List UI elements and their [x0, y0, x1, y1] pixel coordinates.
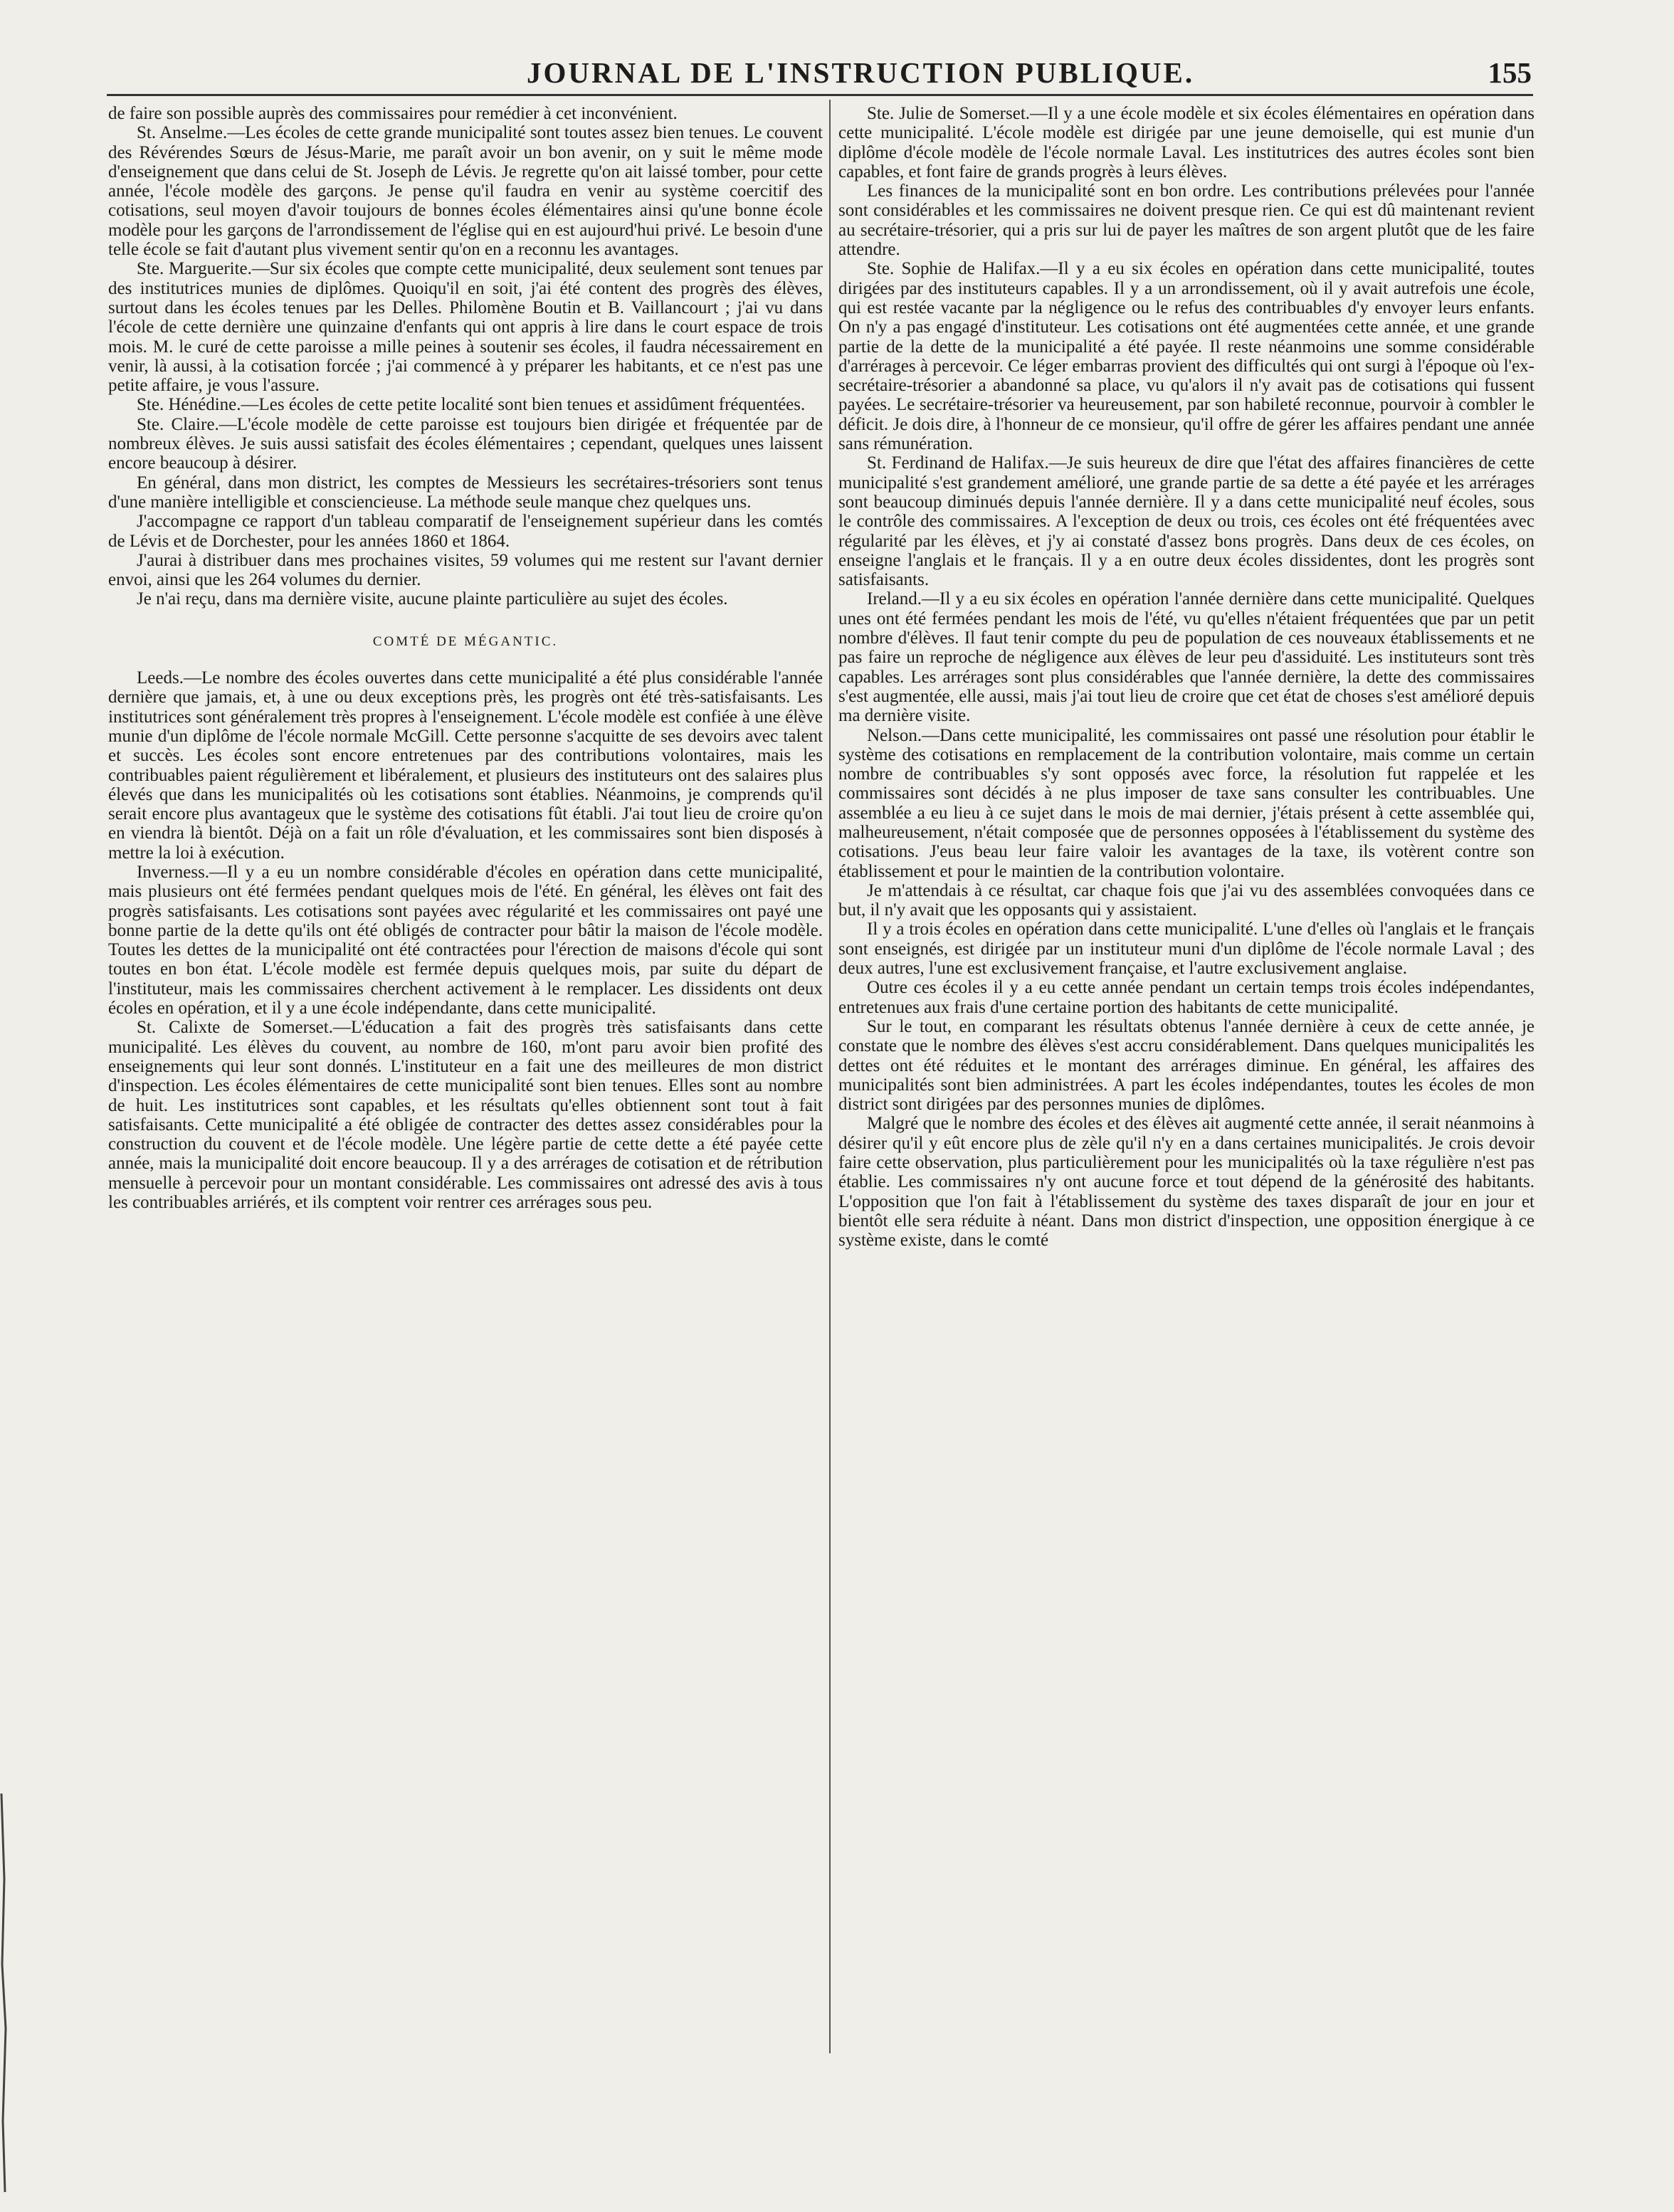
paragraph: Ste. Claire.—L'école modèle de cette paroisse est toujours bien dirigée et fréquentée par de nombreux élèves. Je suis aussi satisfait des écoles élémentaires ; cependant, quelques unes laissent encore beaucoup à désirer. [108, 414, 823, 473]
page-header [107, 56, 1532, 105]
header-rule [107, 94, 1533, 96]
section-title: COMTÉ DE MÉGANTIC. [372, 633, 559, 649]
paragraph: Ste. Hénédine.—Les écoles de cette petite localité sont bien tenues et assidûment fréquentées. [137, 395, 806, 415]
column-divider [829, 100, 831, 2053]
paragraph: St. Ferdinand de Halifax.—Je suis heureux de dire que l'état des affaires financières de cette municipalité s'est grandement amélioré, une grande partie de sa dette a été payée et les arrérages sont beaucoup diminués depuis l'année dernière. Il y a dans cette municipalité neuf écoles, sous le contrôle des commissaires. A l'exception de deux ou trois, ces écoles ont été fréquentées avec régularité par les élèves, et j'y ai constaté d'assez bons progrès. Dans deux de ces écoles, on enseigne l'anglais et le français. Il y a en outre deux écoles dissidentes, dont les progrès sont satisfaisants. [838, 453, 1534, 590]
paragraph: Ste. Julie de Somerset.—Il y a une école modèle et six écoles élémentaires en opération dans cette municipalité. L'école modèle est dirigée par une jeune demoiselle, qui est munie d'un diplôme d'école modèle de l'école normale Laval. Les institutrices des autres écoles sont bien capables, et font faire de grands progrès à leurs élèves. [838, 104, 1534, 181]
binding-edge-mark [0, 1794, 10, 2192]
paragraph: St. Calixte de Somerset.—L'éducation a fait des progrès très satisfaisants dans cette municipalité. Les élèves du couvent, au nombre de 160, m'ont paru avoir bien profité des enseignements qui leur sont donnés. L'instituteur en a fait une des meilleures de mon district d'inspection. Les écoles élémentaires de cette municipalité sont bien tenues. Elles sont au nombre de huit. Les institutrices sont capables, et les résultats qu'elles obtiennent sont tout à fait satisfaisants. Cette municipalité a été obligée de contracter des dettes assez considérables pour la construction du couvent et de l'école modèle. Une légère partie de cette dette a été payée cette année, mais la municipalité doit encore beaucoup. Il y a des arrérages de cotisation et de rétribution mensuelle à percevoir pour un montant considérable. Les commissaires ont adressé des avis à tous les contribuables arriérés, et ils comptent voir rentrer ces arrérages sous peu. [108, 1018, 823, 1213]
page-number: 155 [1488, 56, 1532, 89]
paragraph: En général, dans mon district, les comptes de Messieurs les secrétaires-trésoriers sont tenus d'une manière intelligible et consciencieuse. La méthode seule manque chez quelques uns. [108, 473, 823, 512]
paragraph: Les finances de la municipalité sont en bon ordre. Les contributions prélevées pour l'année sont considérables et les commissaires ne doivent presque rien. Ce qui est dû maintenant revient au secrétaire-trésorier, qui a pris sur lui de payer les maîtres de son argent plutôt que de les faire attendre. [838, 181, 1534, 260]
paragraph: Malgré que le nombre des écoles et des élèves ait augmenté cette année, il serait néanmoins à désirer qu'il y eût encore plus de zèle qu'il n'y en a dans certaines municipalités. Je crois devoir faire cette observation, plus particulièrement pour les municipalités où la taxe régulière n'est pas établie. Les commissaires n'y ont aucune force et tout dépend de la générosité des habitants. L'opposition que l'on fait à l'établissement du système des taxes disparaît de jour en jour et bientôt elle sera réduite à néant. Dans mon district d'inspection, une opposition énergique à ce système existe, dans le comté [838, 1114, 1534, 1250]
paragraph: Ireland.—Il y a eu six écoles en opération l'année dernière dans cette municipalité. Quelques unes ont été fermées pendant les mois de l'été, vu qu'elles n'étaient fréquentées que par un petit nombre d'élèves. Il faut tenir compte du peu de population de ces nouveaux établissements et ne pas faire un reproche de négligence aux élèves de leur peu d'assiduité. Les instituteurs sont très capables. Les arrérages sont plus considérables que l'année dernière, la dette des commissaires s'est augmentée, elle aussi, mais j'ai tout lieu de croire que cet état de choses s'est amélioré depuis ma dernière visite. [838, 589, 1534, 726]
journal-title: JOURNAL DE L'INSTRUCTION PUBLIQUE. [527, 56, 1195, 89]
paragraph: Ste. Marguerite.—Sur six écoles que compte cette municipalité, deux seulement sont tenues par des institutrices munies de diplômes. Quoiqu'il en soit, j'ai été content des progrès des élèves, surtout dans les écoles tenues par les Delles. Philomène Boutin et B. Vaillancourt ; j'ai vu dans l'école de cette dernière une quinzaine d'enfants qui ont appris à lire dans le court espace de trois mois. M. le curé de cette paroisse a mille peines à soutenir ses écoles, il faudra nécessairement en venir, là aussi, à la cotisation forcée ; j'ai commencé à y préparer les habitants, et ce n'est pas une petite affaire, je vous l'assure. [108, 259, 823, 396]
paragraph: Inverness.—Il y a eu un nombre considérable d'écoles en opération dans cette municipalité, mais plusieurs ont été fermées pendant quelques mois de l'été. En général, les élèves ont fait des progrès satisfaisants. Les cotisations sont payées avec régularité et les commissaires ont payé une bonne partie de la dette qu'ils ont été obligés de contracter pour bâtir la maison de l'école modèle. Toutes les dettes de la municipalité ont été contractées pour l'érection de maisons d'école qui sont toutes en bon état. L'école modèle est fermée depuis quelques mois, par suite du départ de l'instituteur, mais les commissaires cherchent activement à le remplacer. Les dissidents ont deux écoles en opération, et il y a une école indépendante, dans cette municipalité. [108, 862, 823, 1018]
left-column [108, 104, 823, 1212]
paragraph: J'aurai à distribuer dans mes prochaines visites, 59 volumes qui me restent sur l'avant dernier envoi, ainsi que les 264 volumes du dernier. [108, 550, 823, 590]
paragraph: Je n'ai reçu, dans ma dernière visite, aucune plainte particulière au sujet des écoles. [137, 589, 728, 609]
paragraph: J'accompagne ce rapport d'un tableau comparatif de l'enseignement supérieur dans les comtés de Lévis et de Dorchester, pour les années 1860 et 1864. [108, 512, 823, 551]
paragraph: St. Anselme.—Les écoles de cette grande municipalité sont toutes assez bien tenues. Le couvent des Révérendes Sœurs de Jésus-Marie, me paraît avoir un bon avenir, on y suit le même mode d'enseignement que dans celui de St. Joseph de Lévis. Je regrette qu'on ait laissé tomber, pour cette année, l'école modèle des garçons. Je pense qu'il faudra en venir au système coercitif des cotisations, seul moyen d'avoir toujours de bonnes écoles élémentaires ainsi qu'une bonne école modèle pour les garçons de l'arrondissement de l'église qui en est aujourd'hui privé. Le besoin d'une telle école se fait d'autant plus vivement sentir qu'on en a reconnu les avantages. [108, 123, 823, 260]
paragraph: Nelson.—Dans cette municipalité, les commissaires ont passé une résolution pour établir le système des cotisations en remplacement de la contribution volontaire, mais comme un certain nombre de contribuables s'y sont opposés avec force, la résolution fut rappelée et les commissaires sont décidés à ne plus imposer de taxe sans consulter les contribuables. Une assemblée a eu lieu à ce sujet dans le mois de mai dernier, j'étais présent à cette assemblée qui, malheureusement, n'était composée que de personnes opposées à l'établissement du système des cotisations. J'eus beau leur faire valoir les avantages de la taxe, ils votèrent contre son établissement et pour le maintien de la contribution volontaire. [838, 725, 1534, 881]
paragraph: Il y a trois écoles en opération dans cette municipalité. L'une d'elles où l'anglais et le français sont enseignés, est dirigée par un instituteur muni d'un diplôme de l'école normale Laval ; des deux autres, l'une est exclusivement française, et l'autre exclusivement anglaise. [838, 920, 1534, 979]
paragraph: Leeds.—Le nombre des écoles ouvertes dans cette municipalité a été plus considérable l'année dernière que jamais, et, à une ou deux exceptions près, les progrès ont été très-satisfaisants. Les institutrices sont généralement très propres à l'enseignement. L'école modèle est confiée à une élève munie d'un diplôme de l'école normale McGill. Cette personne s'acquitte de ses devoirs avec talent et succès. Les écoles sont encore entretenues par des contributions volontaires, mais les contribuables paient régulièrement et libéralement, et plusieurs des instituteurs ont des salaires plus élevés que dans les municipalités où les cotisations sont établies. Néanmoins, je comprends qu'il serait encore plus avantageux que le système des cotisations fût établi. J'ai tout lieu de croire qu'on en viendra là bientôt. Déjà on a fait un rôle d'évaluation, et les commissaires sont bien disposés à mettre la loi à exécution. [108, 668, 823, 863]
paragraph: Outre ces écoles il y a eu cette année pendant un certain temps trois écoles indépendantes, entretenues aux frais d'une certaine portion des habitants de cette municipalité. [838, 978, 1534, 1017]
right-column [838, 104, 1534, 1250]
paragraph: Je m'attendais à ce résultat, car chaque fois que j'ai vu des assemblées convoquées dans ce but, il n'y avait que les opposants qui y assistaient. [838, 880, 1534, 920]
paragraph: Ste. Sophie de Halifax.—Il y a eu six écoles en opération dans cette municipalité, toutes dirigées par des instituteurs capables. Il y a un arrondissement, où il y avait autrefois une école, qui est restée vacante par la négligence ou le refus des contribuables d'y envoyer leurs enfants. On n'y a pas engagé d'instituteur. Les cotisations ont été augmentées cette année, et une grande partie de la dette de la municipalité a été payée. Il reste néanmoins une somme considérable d'arrérages à percevoir. Ce léger embarras provient des difficultés qui ont surgi à l'époque où l'ex-secrétaire-trésorier a abandonné sa place, vu qu'alors il n'y avait pas de cotisations qui fussent payées. Le secrétaire-trésorier va heureusement, par son habileté reconnue, pourvoir à combler le déficit. Je dois dire, à l'honneur de ce monsieur, qu'il offre de gérer les affaires pendant une année sans rémunération. [838, 259, 1534, 454]
paragraph: de faire son possible auprès des commissaires pour remédier à cet inconvénient. [108, 104, 678, 123]
paragraph: Sur le tout, en comparant les résultats obtenus l'année dernière à ceux de cette année, je constate que le nombre des élèves s'est accru considérablement. Dans quelques municipalités les dettes ont été réduites et le montant des arrérages diminue. En général, les affaires des municipalités sont bien administrées. A part les écoles indépendantes, toutes les écoles de mon district sont dirigées par des personnes munies de diplômes. [838, 1016, 1534, 1115]
